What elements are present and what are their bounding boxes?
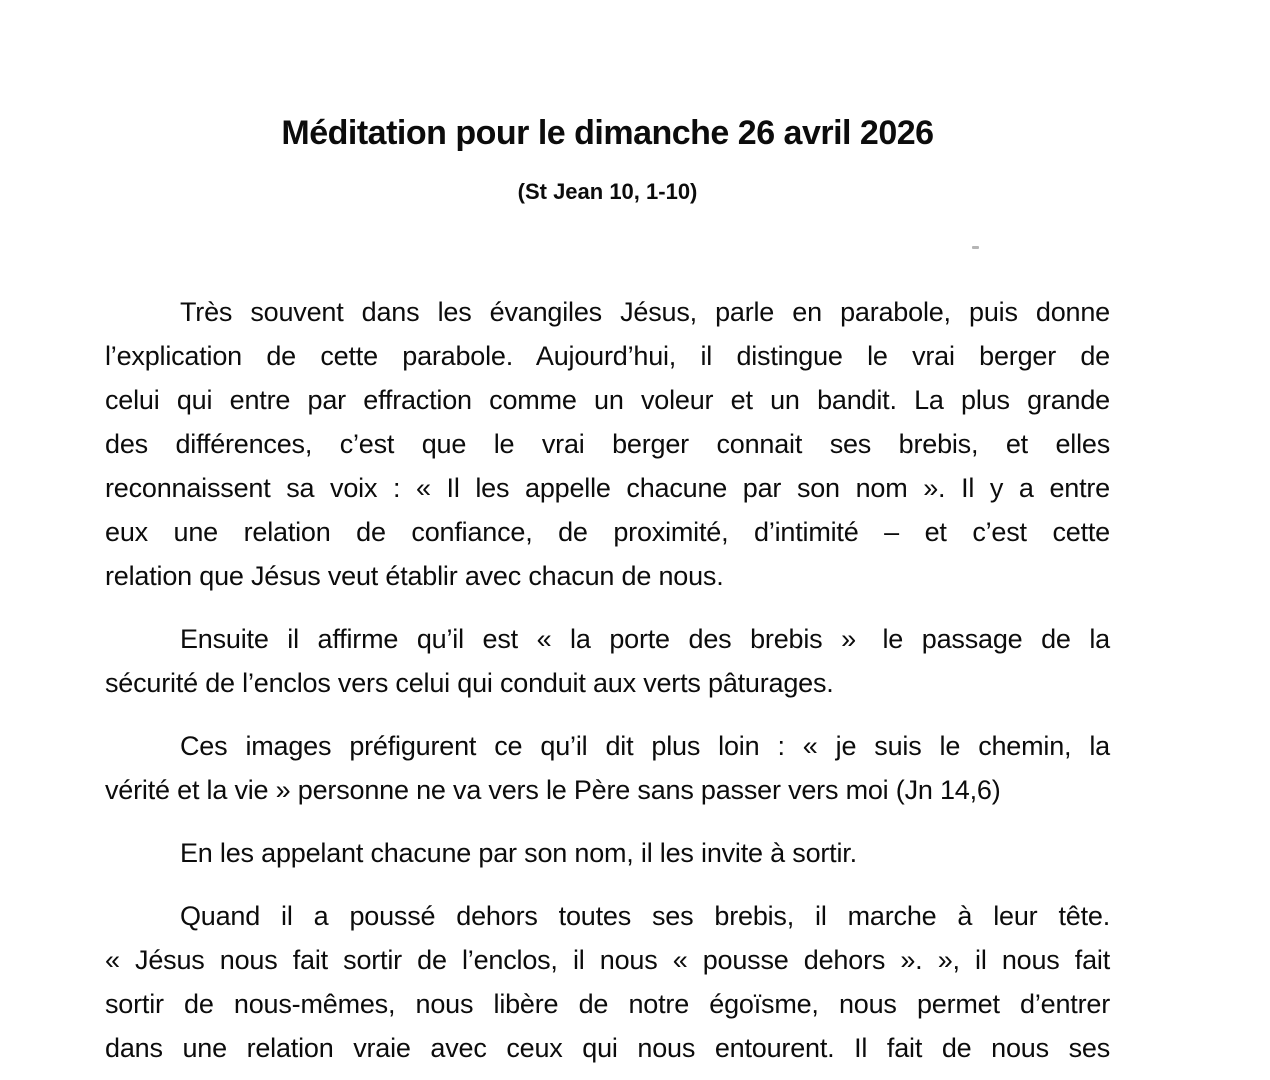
- document-subtitle: (St Jean 10, 1-10): [517, 179, 698, 204]
- paragraph: [105, 831, 1110, 875]
- document-body: [105, 290, 1110, 1070]
- text-line: celui qui entre par effraction comme un voleur et un bandit. La plus grande: [105, 385, 1110, 415]
- paragraph: [105, 290, 1110, 598]
- text-line: « Jésus nous fait sortir de l’enclos, il nous « pousse dehors ». », il nous fait: [105, 945, 1110, 975]
- paragraph: [105, 617, 1110, 705]
- text-line: En les appelant chacune par son nom, il les invite à sortir.: [180, 838, 857, 868]
- document-content: [105, 0, 1110, 1080]
- text-line: eux une relation de confiance, de proximité, d’intimité – et c’est cette: [105, 517, 1110, 547]
- text-line: Quand il a poussé dehors toutes ses brebis, il marche à leur tête.: [180, 901, 1110, 931]
- text-line: Très souvent dans les évangiles Jésus, parle en parabole, puis donne: [180, 297, 1110, 327]
- text-line: Ces images préfigurent ce qu’il dit plus loin : « je suis le chemin, la: [180, 731, 1110, 761]
- document-title: Méditation pour le dimanche 26 avril 2026: [281, 114, 934, 152]
- text-line: sécurité de l’enclos vers celui qui conduit aux verts pâturages.: [105, 668, 834, 698]
- paragraph: [105, 724, 1110, 812]
- text-line: des différences, c’est que le vrai berger connait ses brebis, et elles: [105, 429, 1110, 459]
- text-line: reconnaissent sa voix : « Il les appelle chacune par son nom ». Il y a entre: [105, 473, 1110, 503]
- text-line: l’explication de cette parabole. Aujourd’hui, il distingue le vrai berger de: [105, 341, 1110, 371]
- text-line: sortir de nous-mêmes, nous libère de notre égoïsme, nous permet d’entrer: [105, 989, 1110, 1019]
- paragraph: [105, 894, 1110, 1070]
- text-line: dans une relation vraie avec ceux qui nous entourent. Il fait de nous ses: [105, 1033, 1110, 1063]
- text-line: vérité et la vie » personne ne va vers le Père sans passer vers moi (Jn 14,6): [105, 775, 1001, 805]
- text-line: relation que Jésus veut établir avec chacun de nous.: [105, 561, 724, 591]
- text-line: Ensuite il affirme qu’il est « la porte des brebis » le passage de la: [180, 624, 1110, 654]
